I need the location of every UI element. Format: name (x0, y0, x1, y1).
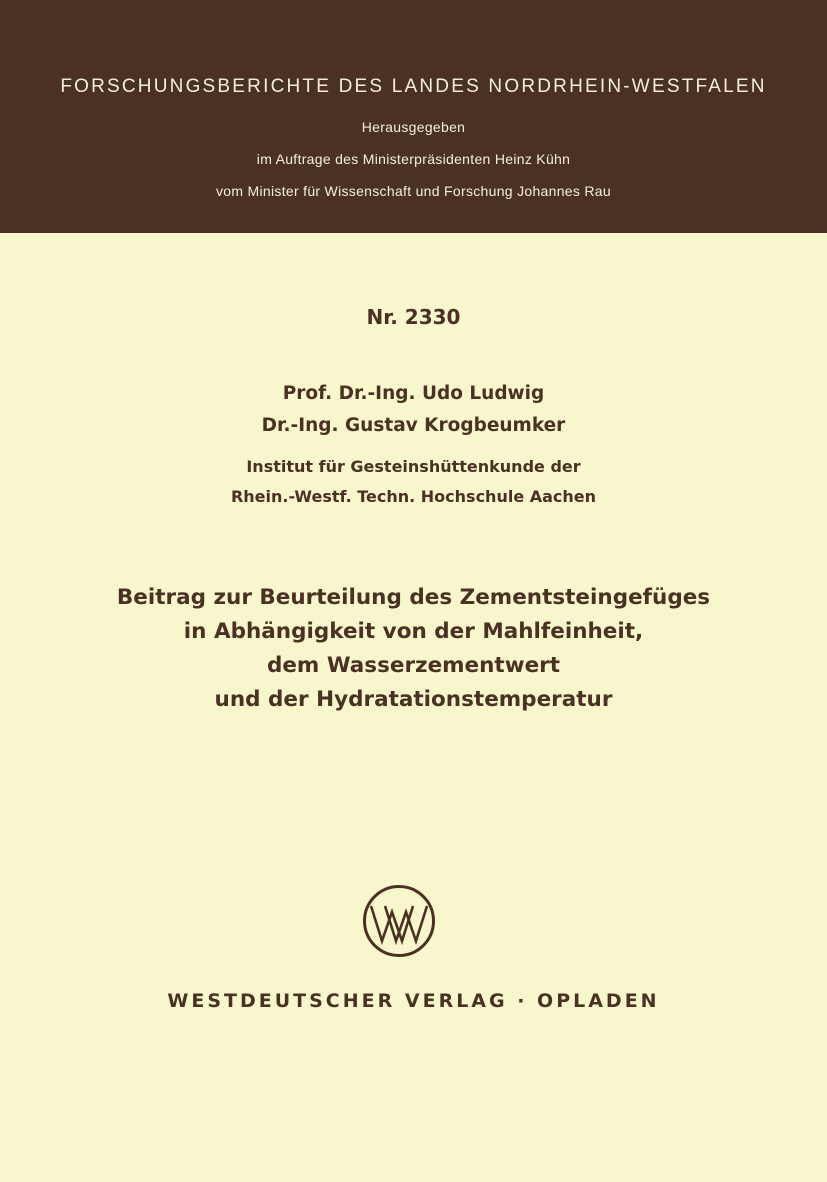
institute-line-1: Institut für Gesteinshüttenkunde der (246, 457, 581, 476)
publisher-ww-logo-icon (362, 884, 436, 958)
title-line-3: dem Wasserzementwert (266, 653, 561, 678)
title-line-4: und der Hydratationstemperatur (214, 687, 613, 712)
editor-line-1: Herausgegeben (361, 119, 466, 135)
publisher-name: WESTDEUTSCHER VERLAG · OPLADEN (167, 990, 660, 1012)
series-title: FORSCHUNGSBERICHTE DES LANDES NORDRHEIN-WESTFALEN (60, 76, 767, 97)
editor-line-3: vom Minister für Wissenschaft und Forschung Johannes Rau (216, 183, 611, 199)
editor-line-2: im Auftrage des Ministerpräsidenten Heinz Kühn (256, 151, 571, 167)
report-number: Nr. 2330 (366, 305, 461, 329)
book-title (0, 581, 827, 717)
author-2: Dr.-Ing. Gustav Krogbeumker (261, 415, 566, 436)
institute-line-2: Rhein.-Westf. Techn. Hochschule Aachen (230, 487, 597, 506)
title-line-1: Beitrag zur Beurteilung des Zementsteingefüges (116, 585, 711, 610)
header-band (0, 0, 827, 233)
title-line-2: in Abhängigkeit von der Mahlfeinheit, (183, 619, 644, 644)
author-1: Prof. Dr.-Ing. Udo Ludwig (282, 383, 545, 404)
